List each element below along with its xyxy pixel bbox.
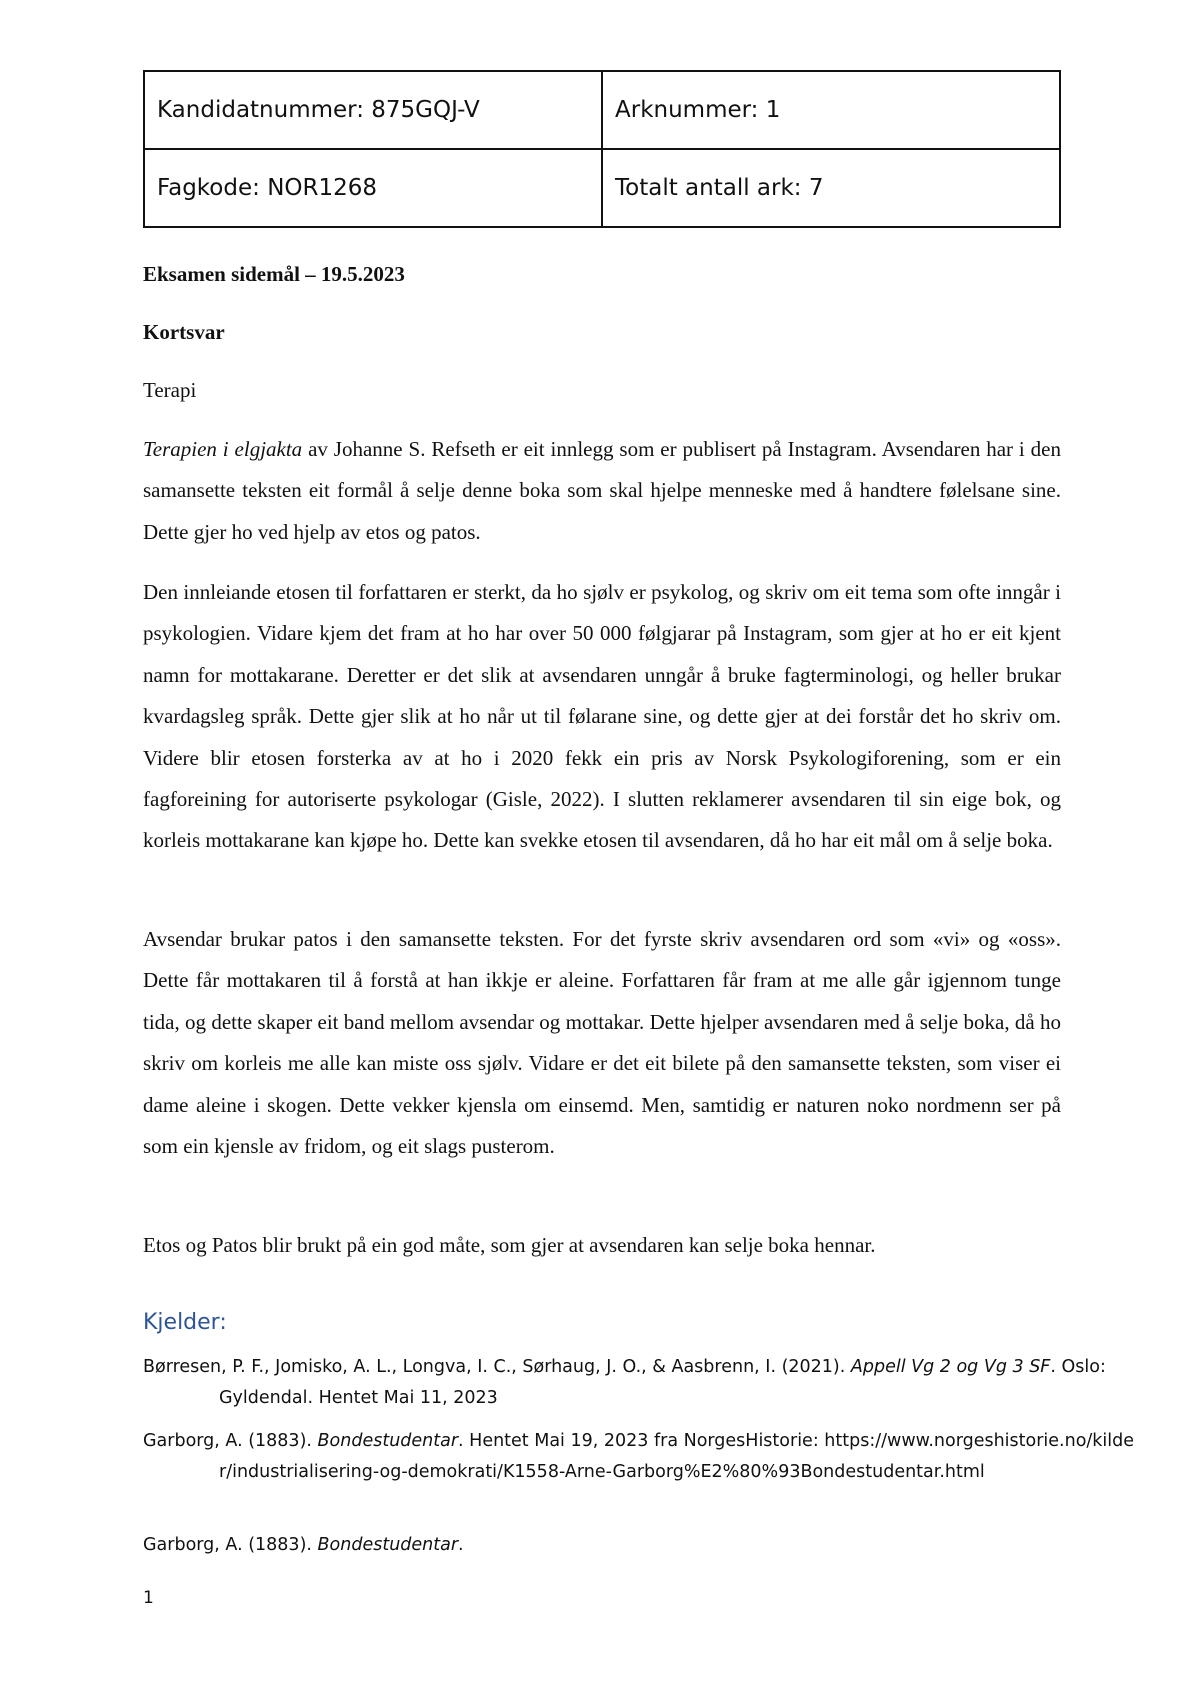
paragraph-1-text: av Johanne S. Refseth er eit innlegg som er publisert på Instagram. Avsendaren har i den samansette teksten eit formål å selje denne boka som skal hjelpe menneske med å handtere følelsane sine. Dette gjer ho ved hjelp av etos og patos. xyxy=(143,437,1061,544)
paragraph-4: Etos og Patos blir brukt på ein god måte, som gjer at avsendaren kan selje boka hennar. xyxy=(143,1233,876,1257)
subject-code-cell: Fagkode: NOR1268 xyxy=(144,149,602,227)
reference-1 xyxy=(143,1352,1137,1414)
sources-heading: Kjelder: xyxy=(143,1310,227,1335)
book-title: Terapien i elgjakta xyxy=(143,437,303,461)
paragraph-2: Den innleiande etosen til forfattaren er sterkt, da ho sjølv er psykolog, og skriv om eit tema som ofte inngår i psykologien. Vidare kjem det fram at ho har over 50 000 følgjarar på Instagram, som gjer at ho er eit kjent namn for mottakarane. Deretter er det slik at avsendaren unngår å bruke fagterminologi, og heller brukar kvardagsleg språk. Dette gjer slik at ho når ut til følarane sine, og dette gjer at dei forstår det ho skriv om. Videre blir etosen forsterka av at ho i 2020 fekk ein pris av Norsk Psykologiforening, som er ein fagforeining for autoriserte psykologar (Gisle, 2022). I slutten reklamerer avsendaren til sin eige bok, og korleis mottakarane kan kjøpe ho. Dette kan svekke etosen til avsendaren, då ho har eit mål om å selje boka. xyxy=(143,580,1061,853)
reference-2-rest: . Hentet Mai 19, 2023 fra NorgesHistorie: https://www.norgeshistorie.no/kilder/industrialisering-og-demokrati/K1558-Arne-Garborg%E2%80%93Bondestudentar.html xyxy=(219,1431,1135,1482)
candidate-number-cell: Kandidatnummer: 875GQJ-V xyxy=(144,71,602,149)
reference-2-authors: Garborg, A. (1883). xyxy=(143,1431,318,1451)
page-number: 1 xyxy=(143,1588,154,1608)
reference-2-title: Bondestudentar xyxy=(317,1431,459,1451)
reference-3-title: Bondestudentar xyxy=(317,1535,459,1555)
reference-1-rest: . Oslo: Gyldendal. Hentet Mai 11, 2023 xyxy=(219,1357,1106,1408)
reference-2 xyxy=(143,1426,1137,1488)
sheet-number-cell: Arknummer: 1 xyxy=(602,71,1060,149)
subtitle: Terapi xyxy=(143,378,197,402)
paragraph-3: Avsendar brukar patos i den samansette teksten. For det fyrste skriv avsendaren ord som «vi» og «oss». Dette får mottakaren til å forstå at han ikkje er aleine. Forfattaren får fram at me alle går igjennom tunge tida, og dette skaper eit band mellom avsendar og mottakar. Dette hjelper avsendaren med å selje boka, då ho skriv om korleis me alle kan miste oss sjølv. Vidare er det eit bilete på den samansette teksten, som viser ei dame aleine i skogen. Dette vekker kjensla om einsemd. Men, samtidig er naturen noko nordmenn ser på som ein kjensle av fridom, og eit slags pusterom. xyxy=(143,927,1061,1159)
reference-3 xyxy=(143,1530,1137,1561)
paragraph-1 xyxy=(143,429,1061,553)
section-title: Kortsvar xyxy=(143,320,225,344)
total-sheets-cell: Totalt antall ark: 7 xyxy=(602,149,1060,227)
exam-title: Eksamen sidemål – 19.5.2023 xyxy=(143,262,405,286)
reference-3-rest: . xyxy=(458,1535,464,1555)
table-row xyxy=(144,71,1060,149)
reference-3-authors: Garborg, A. (1883). xyxy=(143,1535,318,1555)
reference-1-title: Appell Vg 2 og Vg 3 SF xyxy=(850,1357,1051,1377)
table-row xyxy=(144,149,1060,227)
candidate-info-table xyxy=(143,70,1061,228)
reference-1-authors: Børresen, P. F., Jomisko, A. L., Longva, I. C., Sørhaug, J. O., & Aasbrenn, I. (2021). xyxy=(143,1357,851,1377)
